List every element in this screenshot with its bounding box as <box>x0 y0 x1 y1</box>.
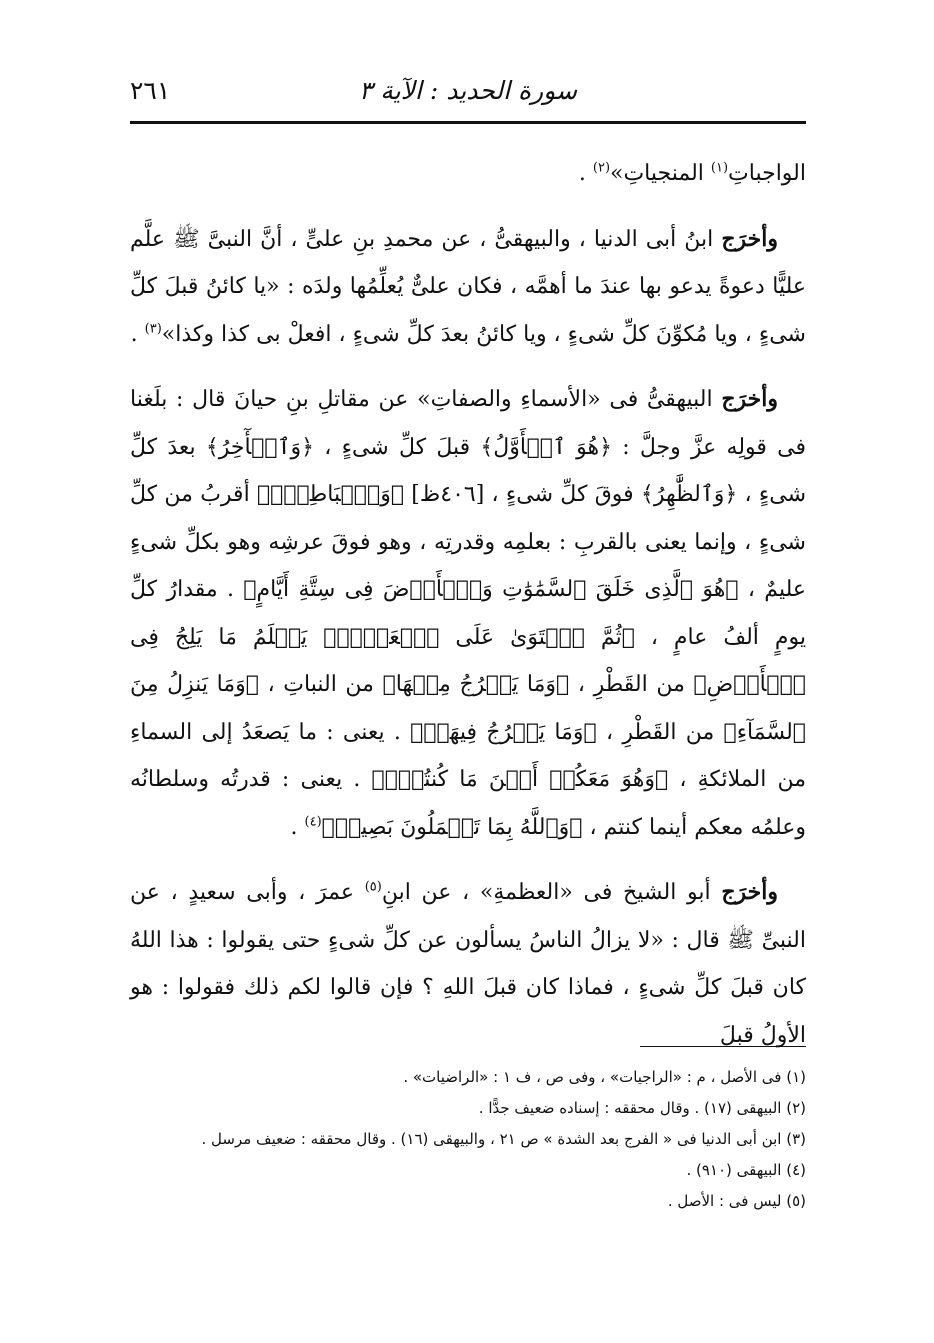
footnote-4: (٤) البيهقى (٩١٠) . <box>686 1161 806 1179</box>
p1-text: الواجباتِ <box>728 161 806 186</box>
footnote-1: (١) فى الأصل ، م : «الراجيات» ، وفى ص ، ف ١ : «الراضيات» . <box>403 1068 806 1086</box>
paragraph-2 <box>130 216 806 359</box>
page-header <box>130 72 806 112</box>
footnote-3: (٣) ابن أبى الدنيا فى « الفرج بعد الشدة » ص ٢١ ، والبيهقى (١٦) . وقال محققه : ضعيف مرسل . <box>201 1130 806 1148</box>
p1-text-2: المنجياتِ» <box>610 161 711 186</box>
running-title: سورة الحديد : الآية ٣ <box>358 76 578 105</box>
p2-text: ابنُ أبى الدنيا ، والبيهقىُّ ، عن محمدِ بنِ علىٍّ ، أنَّ النبىَّ ﷺ علَّم عليًّا دعوةً يدعو بها عندَ ما أهمَّه ، فكان علىٌّ يُعلِّمُها ولدَه : «يا كائنُ قبلَ كلِّ شىءٍ ، ويا مُكوِّنَ كلِّ شىءٍ ، ويا كائنُ بعدَ كلِّ شىءٍ ، افعلْ بى كذا وكذا» <box>130 226 806 347</box>
p4-lead: وأخرَج <box>721 879 778 905</box>
p1-end: . <box>578 161 593 186</box>
main-text <box>130 150 806 1077</box>
footnote-ref-4: (٤) <box>304 814 322 830</box>
p3-text: البيهقىُّ فى «الأسماءِ والصفاتِ» عن مقاتلِ بنِ حيانَ قال : بلَغنا فى قولِه عزَّ وجلَّ : ﴿هُوَ ٱلۡأَوَّلُ﴾ قبلَ كلِّ شىءٍ ، ﴿وَٱلۡأٓخِرُ﴾ بعدَ كلِّ شىءٍ ، ﴿وَٱلظَّٰهِرُ﴾ فوقَ كلِّ شىءٍ ، [٤٠٦ظ] ﴿وَٱلۡبَاطِنُۖ﴾ أقربُ من كلِّ شىءٍ ، وإنما يعنى بالقربِ : بعلمِه وقدرتِه ، وهو فوقَ عرشِه وهو بكلِّ شىءٍ عليمٌ ، ﴿هُوَ ٱلَّذِى خَلَقَ ٱلسَّمَٰوَٰتِ وَٱلۡأَرۡضَ فِى سِتَّةِ أَيَّامٍ﴾ . مقدارُ كلِّ يومٍ ألفُ عامٍ ، ﴿ثُمَّ ٱسۡتَوَىٰ عَلَى ٱلۡعَرۡشِۚ يَعۡلَمُ مَا يَلِجُ فِى ٱلۡأَرۡضِ﴾ من القَطْرِ ، ﴿وَمَا يَخۡرُجُ مِنۡهَا﴾ من النباتِ ، ﴿وَمَا يَنزِلُ مِنَ ٱلسَّمَآءِ﴾ من القَطْرِ ، ﴿وَمَا يَعۡرُجُ فِيهَاۖ﴾ . يعنى : ما يَصعَدُ إلى السماءِ من الملائكةِ ، ﴿وَهُوَ مَعَكُمۡ أَيۡنَ مَا كُنتُمۡۚ﴾ . يعنى : قدرتُه وسلطانُه وعلمُه معكم أينما كنتم ، ﴿وَٱللَّهُ بِمَا تَعۡمَلُونَ بَصِيرٞ﴾ <box>130 387 807 840</box>
paragraph-4 <box>130 869 806 1059</box>
p4-text-1: أبو الشيخ فى «العظمةِ» ، عن ابنِ <box>381 880 722 905</box>
footnote-ref-5: (٥) <box>364 879 382 895</box>
paragraph-1 <box>130 150 806 198</box>
p2-end: . <box>130 321 145 347</box>
header-rule <box>130 121 806 124</box>
paragraph-3 <box>130 376 806 851</box>
p3-lead: وأخرَج <box>721 386 778 412</box>
footnote-5: (٥) ليس فى : الأصل . <box>667 1192 806 1210</box>
page-number: ٢٦١ <box>130 76 171 105</box>
footnote-ref-2: (٢) <box>592 160 611 176</box>
footnote-ref-3: (٣) <box>144 321 162 337</box>
footnote-2: (٢) البيهقى (١٧) . وقال محققه : إسناده ضعيف جدًّا . <box>478 1099 806 1117</box>
footnotes <box>130 1062 806 1217</box>
p4-text-2: عمرَ ، وأبى سعيدٍ ، عن النبىِّ ﷺ قال : «لا يزالُ الناسُ يسألون عن كلِّ شىءٍ حتى يقولوا : هذا اللهُ كان قبلَ كلِّ شىءٍ ، فماذا كان قبلَ اللهِ ؟ فإن قالوا لكم ذلك فقولوا : هو الأولُ قبلَ <box>130 880 806 1048</box>
p3-end: . <box>290 814 305 840</box>
footnote-rule <box>640 1046 806 1047</box>
footnote-ref-1: (١) <box>710 160 729 176</box>
p2-lead: وأخرَج <box>721 225 778 252</box>
